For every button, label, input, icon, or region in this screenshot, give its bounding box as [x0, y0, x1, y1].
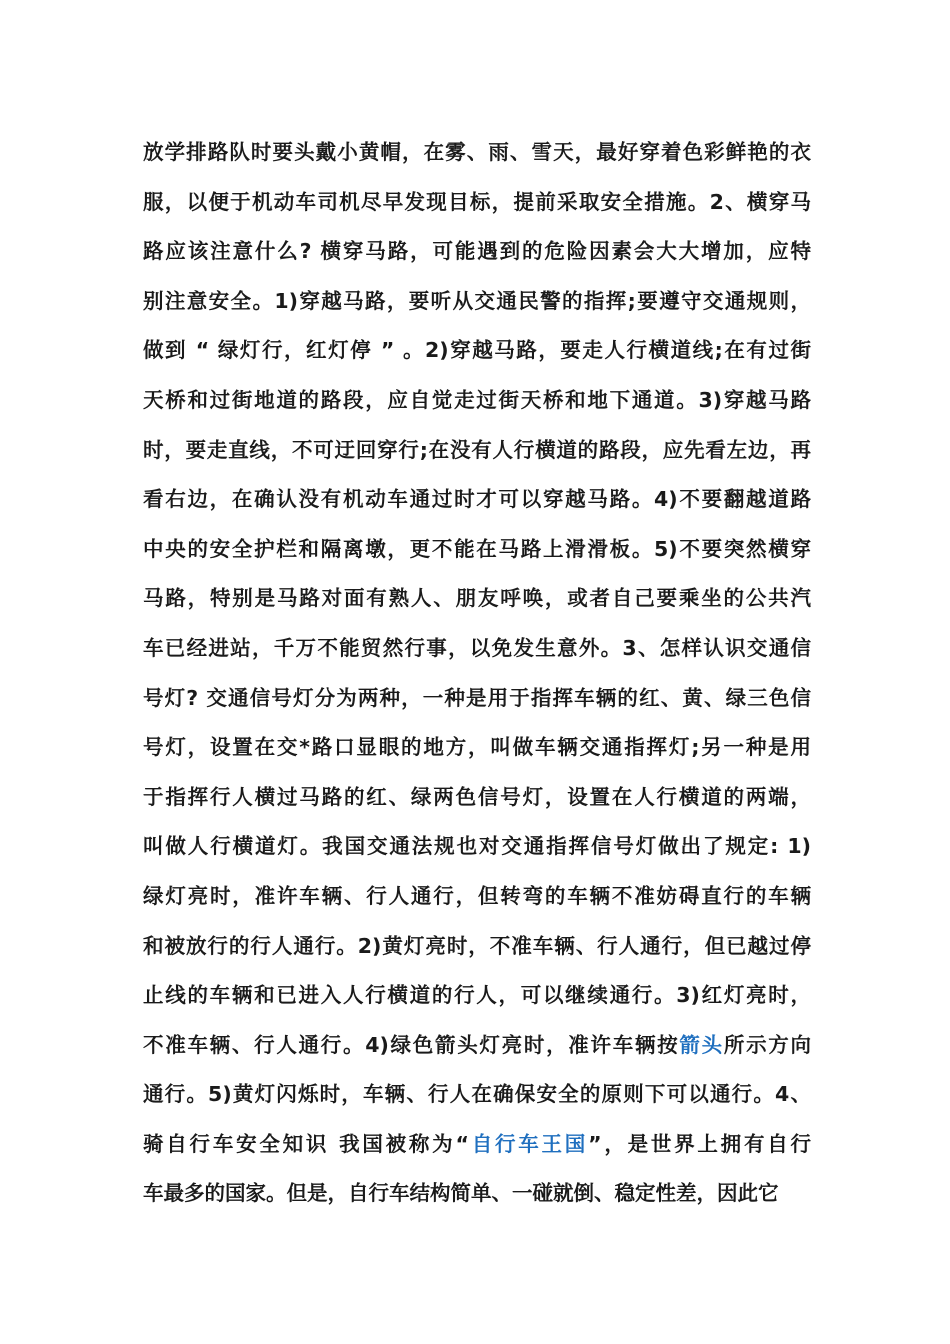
document-body	[143, 128, 811, 1219]
text-segment: 止线的车辆和已进入人行横道的行人，可以继续通行。3)红灯亮时，	[143, 983, 811, 1008]
text-line	[143, 1169, 811, 1219]
text-segment: 所示方向	[723, 1032, 812, 1057]
hyperlink[interactable]: 箭头	[679, 1032, 724, 1057]
text-line	[143, 475, 811, 525]
text-segment: 号灯，设置在交*路口显眼的地方，叫做车辆交通指挥灯;另一种是用	[143, 735, 811, 760]
text-segment: 车最多的国家。但是，自行车结构简单、一碰就倒、稳定性差，因此它	[143, 1181, 779, 1206]
text-line	[143, 674, 811, 724]
text-segment: 和被放行的行人通行。2)黄灯亮时，不准车辆、行人通行，但已越过停	[143, 933, 811, 958]
text-line	[143, 227, 811, 277]
text-line	[143, 872, 811, 922]
text-line	[143, 773, 811, 823]
text-segment: 放学排路队时要头戴小黄帽，在雾、雨、雪天，最好穿着色彩鲜艳的衣	[143, 140, 811, 164]
text-segment: 看右边，在确认没有机动车通过时才可以穿越马路。4)不要翻越道路	[143, 487, 811, 512]
text-segment: 时，要走直线，不可迂回穿行;在没有人行横道的路段，应先看左边，再	[143, 437, 811, 462]
text-segment: 于指挥行人横过马路的红、绿两色信号灯，设置在人行横道的两端，	[143, 784, 811, 809]
text-line	[143, 922, 811, 972]
text-line	[143, 525, 811, 575]
text-segment: 绿灯亮时，准许车辆、行人通行，但转弯的车辆不准妨碍直行的车辆	[143, 883, 811, 908]
text-line	[143, 277, 811, 327]
text-line	[143, 574, 811, 624]
text-line	[143, 326, 811, 376]
text-segment: 不准车辆、行人通行。4)绿色箭头灯亮时，准许车辆按	[143, 1032, 680, 1057]
text-line	[143, 723, 811, 773]
text-line	[143, 1021, 811, 1071]
text-line	[143, 971, 811, 1021]
text-line	[143, 1070, 811, 1120]
text-line	[143, 624, 811, 674]
text-segment: 号灯? 交通信号灯分为两种，一种是用于指挥车辆的红、黄、绿三色信	[143, 685, 811, 710]
text-segment: 服，以便于机动车司机尽早发现目标，提前采取安全措施。2、横穿马	[143, 189, 811, 214]
text-segment: 马路，特别是马路对面有熟人、朋友呼唤，或者自己要乘坐的公共汽	[143, 586, 811, 611]
text-segment: 车已经进站，千万不能贸然行事，以免发生意外。3、怎样认识交通信	[143, 635, 811, 660]
text-line	[143, 426, 811, 476]
text-segment: 通行。5)黄灯闪烁时，车辆、行人在确保安全的原则下可以通行。4、	[143, 1082, 811, 1107]
text-segment: 路应该注意什么? 横穿马路，可能遇到的危险因素会大大增加，应特	[143, 239, 811, 264]
text-segment: 做到 “ 绿灯行，红灯停 ” 。2)穿越马路，要走人行横道线;在有过街	[143, 338, 811, 363]
text-line	[143, 1120, 811, 1170]
text-line	[143, 822, 811, 872]
text-segment: 别注意安全。1)穿越马路，要听从交通民警的指挥;要遵守交通规则，	[143, 288, 811, 313]
text-segment: 天桥和过街地道的路段，应自觉走过街天桥和地下通道。3)穿越马路	[143, 387, 811, 412]
hyperlink[interactable]: 自行车王国	[468, 1131, 589, 1156]
text-line	[143, 128, 811, 178]
text-segment: 骑自行车安全知识 我国被称为“	[143, 1131, 469, 1156]
text-segment: 叫做人行横道灯。我国交通法规也对交通指挥信号灯做出了规定: 1)	[143, 834, 811, 859]
text-segment: 中央的安全护栏和隔离墩，更不能在马路上滑滑板。5)不要突然横穿	[143, 536, 811, 561]
text-segment: ”，是世界上拥有自行	[588, 1131, 812, 1156]
text-line	[143, 178, 811, 228]
text-line	[143, 376, 811, 426]
